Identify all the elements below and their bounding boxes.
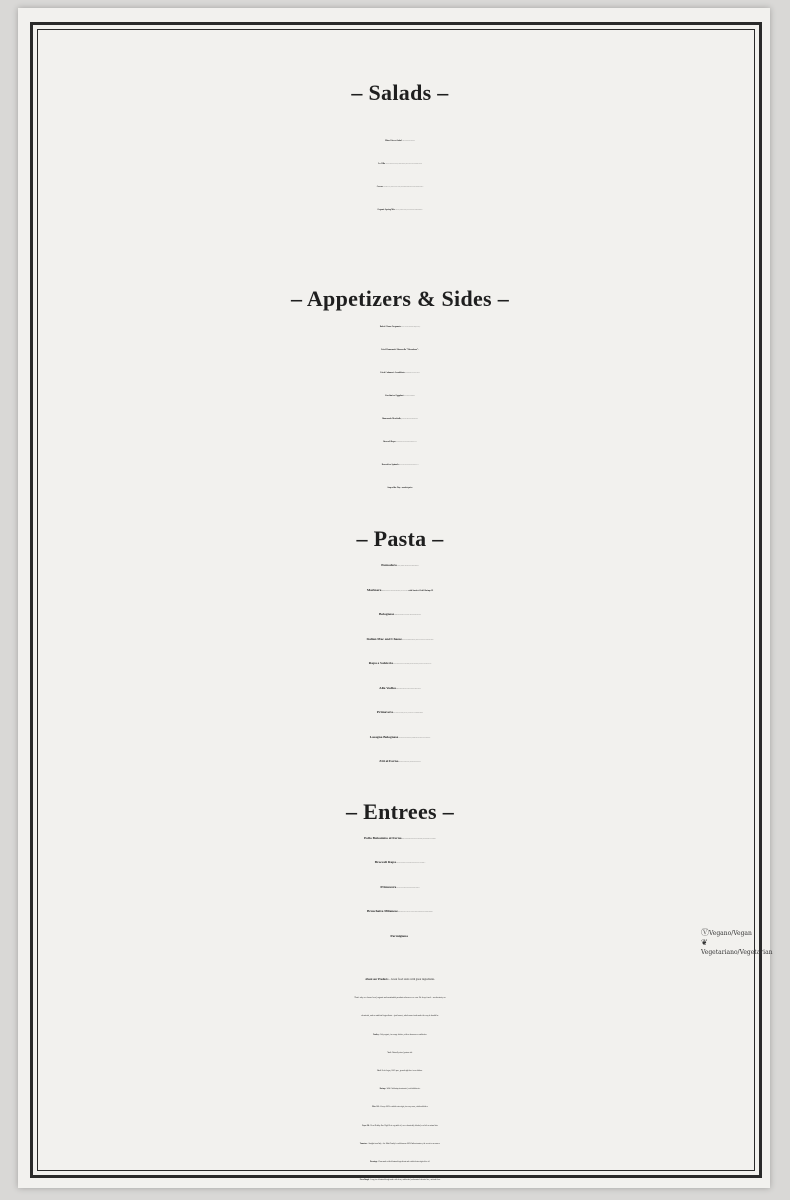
item-desc — [393, 713, 423, 714]
entrees-title: – Entrees – — [346, 798, 454, 824]
salad-item — [38, 153, 762, 176]
pasta-item — [38, 701, 762, 726]
item-name: Bolognese — [379, 612, 395, 616]
item-name: Pizza Dough — [359, 1179, 370, 1182]
entree-item — [38, 925, 762, 949]
item-desc — [398, 762, 420, 763]
salad-item — [38, 130, 762, 153]
item-name: Pollo Balsamico al Forno — [364, 835, 402, 840]
about-item — [38, 1171, 762, 1189]
pasta-list — [38, 554, 762, 775]
item-name-2: Arrabbiata — [394, 372, 405, 374]
about-item — [38, 1098, 762, 1116]
item-name: Pomodoro — [381, 563, 397, 567]
item-desc — [403, 396, 414, 397]
salad-item — [38, 199, 762, 222]
item-name: Primavera — [376, 710, 393, 714]
item-desc — [383, 187, 424, 188]
about-item — [38, 1026, 762, 1044]
entree-item — [38, 900, 762, 925]
item-desc — [402, 141, 415, 142]
legend-vegan — [701, 928, 773, 938]
item-desc: - Naturally raised, pasture-fed. — [390, 1051, 413, 1054]
item-desc — [396, 689, 421, 690]
item-name: Broccoli Rapa — [383, 441, 396, 443]
item-name: Primavera — [380, 884, 397, 889]
item-desc: - Wild Gulfshrimp fromtrusted, certifiedfisheries. — [385, 1088, 421, 1091]
item-desc — [401, 419, 418, 420]
item-name: Baked Clams Oreganata — [379, 326, 401, 328]
appetizer-item — [38, 316, 762, 339]
item-name: Fried Homemade Mozzarella “Mezzaluna” — [381, 349, 418, 351]
item-name: Veal — [387, 1051, 391, 1054]
item-desc: - Straight from Italy – the Mutti Family's world-famous 100% Italian tomatoes, the secret to our sauces. — [367, 1142, 441, 1145]
item-name: Rapa e Salsiccia — [368, 661, 393, 665]
about-heading-line — [38, 970, 762, 989]
diet-legend — [701, 928, 773, 957]
entree-item — [38, 851, 762, 876]
leaf-icon: ❦ — [701, 938, 708, 947]
about-heading: About our Products — [365, 978, 389, 981]
item-name: Broccoli Rapa — [374, 860, 397, 864]
appetizer-item — [38, 362, 762, 385]
pasta-item — [38, 652, 762, 677]
item-desc — [393, 664, 431, 665]
item-desc — [385, 164, 422, 165]
item-name: Bruschetta Milanese — [367, 909, 398, 913]
item-name: Shrimp — [379, 1088, 386, 1091]
entree-item — [38, 876, 762, 901]
pasta-title: – Pasta – — [356, 526, 444, 551]
about-item — [38, 1044, 762, 1062]
appetizers-title: – Appetizers & Sides – — [290, 286, 510, 311]
appetizer-item — [38, 454, 762, 477]
item-desc-2 — [404, 373, 419, 374]
item-name: Alla Vodka — [379, 685, 396, 690]
item-name: La Villa — [378, 163, 386, 165]
item-name: Ziti al Forno — [379, 759, 399, 763]
item-name: Italian Mac and Cheese — [366, 636, 402, 641]
legend-vegetarian — [701, 938, 773, 957]
item-name: Olive Oil — [371, 1106, 379, 1109]
item-desc — [381, 591, 408, 592]
entree-item — [38, 827, 762, 852]
about-heading-rest: – Great food starts with great ingredients. — [388, 978, 435, 981]
about-line: That's why we choose local, organic and sustainable products whenever we can. We keep it real – no shortcuts, no — [354, 997, 446, 1000]
about-item — [38, 1062, 762, 1080]
about-item — [38, 1153, 762, 1171]
item-name: Parmigiana — [390, 933, 408, 938]
salads-dressings — [38, 108, 762, 130]
item-name: Lasagna Bolognese — [369, 734, 399, 739]
item-name: Fried Calamari — [380, 372, 394, 374]
item-desc — [402, 640, 434, 641]
item-name: Poultry — [373, 1033, 379, 1036]
item-desc: - Long rise all-natural dough made with clean, unbleached, unbromated chemical free, artisinal flour. — [369, 1179, 441, 1182]
item-desc: - Always 100% certifiedextra virgin, forevery sauce, salad and dishes. — [378, 1106, 429, 1109]
item-desc — [395, 210, 423, 211]
about-item — [38, 1135, 762, 1153]
entrees-list — [38, 827, 762, 949]
pasta-item — [38, 677, 762, 702]
appetizer-item — [38, 408, 762, 431]
item-desc — [398, 912, 433, 913]
item-name: Zucchini or Eggplant — [385, 395, 404, 397]
pasta-item — [38, 628, 762, 653]
item-desc — [402, 839, 436, 840]
pasta-item — [38, 579, 762, 604]
appetizer-item — [38, 477, 762, 500]
item-desc — [397, 566, 419, 567]
item-name: Homemade Meatballs — [381, 418, 401, 420]
item-desc — [401, 327, 420, 328]
item-desc — [396, 863, 425, 864]
salad-addons — [38, 222, 762, 244]
item-desc: - Only organic, free-range chicken, with no hormones or antibiotics. — [378, 1033, 427, 1036]
appetizers-list — [38, 316, 762, 500]
appetizer-item — [38, 431, 762, 454]
item-desc — [396, 888, 419, 889]
pasta-item — [38, 554, 762, 579]
about-item — [38, 1117, 762, 1135]
salad-addons-2 — [38, 244, 762, 260]
pasta-item — [38, 603, 762, 628]
salad-item — [38, 176, 762, 199]
about-line: chemicals, and no artificial ingredients – just honest, wholesome food made the way it should be. — [361, 1015, 439, 1018]
salads-title: – Salads – — [351, 80, 449, 105]
item-name: Fryer Oil — [362, 1124, 370, 1127]
menu-content — [38, 80, 762, 1189]
item-name: Beef — [377, 1070, 381, 1073]
item-name: Dressings — [369, 1161, 378, 1164]
legend-vegetarian-label: Vegetariano/Vegetarian — [701, 949, 773, 956]
pasta-item — [38, 726, 762, 751]
appetizer-item — [38, 339, 762, 362]
item-desc — [398, 738, 430, 739]
item-name: Caesar — [376, 186, 383, 188]
menu-page — [18, 8, 773, 1188]
item-desc — [395, 442, 416, 443]
item-name: Tomatoes — [359, 1142, 368, 1145]
item-extra: with Sautéed Gulf Shrimp 29 — [408, 589, 434, 592]
legend-vegan-label: Vegano/Vegan — [709, 930, 752, 937]
item-name: Marinara — [366, 587, 382, 592]
about-section — [38, 970, 762, 1189]
item-desc: - Fresh Angus, 100% pure, ground right here in our kitchen. — [380, 1070, 423, 1073]
item-name: Organic Spring Mix — [377, 209, 395, 211]
item-desc: - Homemade with all-natural ingredients and certifiedextra virgin olive oil. — [377, 1161, 431, 1164]
vegan-icon: Ⓥ — [701, 928, 709, 937]
item-name: Broccoli or Spinach — [381, 464, 399, 466]
item-name: Soup ofthe Day - marketprice — [387, 487, 413, 489]
about-item — [38, 1080, 762, 1098]
item-desc — [418, 350, 419, 351]
pasta-item — [38, 750, 762, 775]
item-desc — [399, 465, 419, 466]
item-desc — [394, 615, 421, 616]
item-name: Mixed Green Salad — [385, 140, 402, 142]
item-desc: - Heart Healthy Pure High Oleic vegetable oil, never chemically blended, seed oils or animal fats. — [369, 1124, 438, 1127]
appetizer-item — [38, 385, 762, 408]
